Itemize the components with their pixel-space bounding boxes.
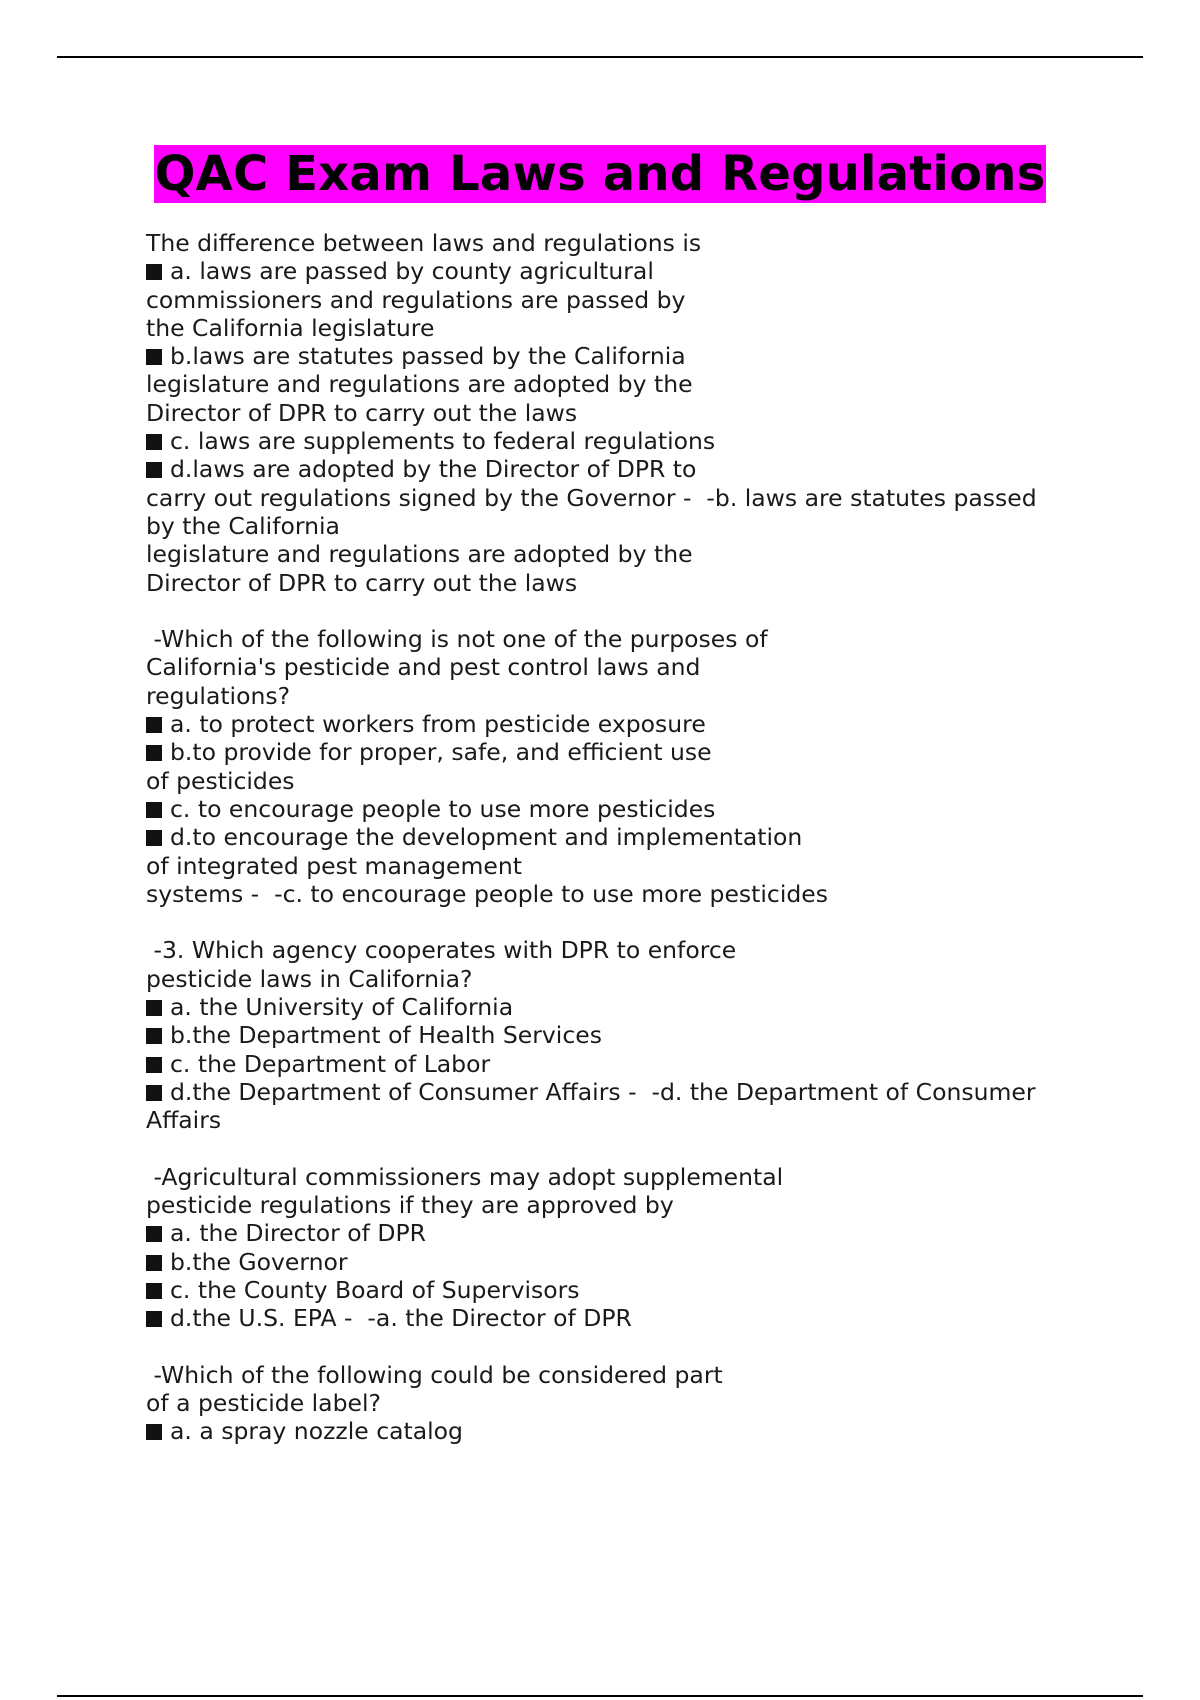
line-text: b.laws are statutes passed by the California: [170, 342, 686, 371]
question-block: [146, 229, 1146, 597]
line-text: commissioners and regulations are passed by: [146, 285, 686, 314]
line-text: -Agricultural commissioners may adopt supplemental: [146, 1162, 784, 1191]
question-text-line: [146, 936, 1146, 964]
question-text-line: [146, 1361, 1146, 1389]
question-text-line: [146, 512, 1146, 540]
line-text: c. laws are supplements to federal regulations: [170, 427, 716, 456]
question-text-line: [146, 682, 1146, 710]
question-block: [146, 1361, 1146, 1446]
answer-option: [146, 993, 1146, 1021]
answer-option: [146, 257, 1146, 285]
question-text-line: [146, 399, 1146, 427]
line-text: d.the U.S. EPA - -a. the Director of DPR: [170, 1304, 632, 1333]
line-text: b.the Department of Health Services: [170, 1021, 602, 1050]
line-text: -Which of the following could be considered part: [146, 1360, 723, 1389]
line-text: d.laws are adopted by the Director of DPR to: [170, 455, 697, 484]
line-text: Director of DPR to carry out the laws: [146, 568, 578, 597]
question-block: [146, 936, 1146, 1134]
line-text: a. to protect workers from pesticide exposure: [170, 710, 706, 739]
question-text-line: [146, 1106, 1146, 1134]
answer-option: [146, 738, 1146, 766]
question-text-line: [146, 540, 1146, 568]
question-text-line: [146, 965, 1146, 993]
square-bullet-icon: [146, 1028, 162, 1044]
line-text: a. the University of California: [170, 993, 514, 1022]
question-text-line: [146, 625, 1146, 653]
question-text-line: [146, 286, 1146, 314]
answer-option: [146, 1248, 1146, 1276]
question-text-line: [146, 767, 1146, 795]
line-text: systems - -c. to encourage people to use more pesticides: [146, 879, 828, 908]
answer-option: [146, 427, 1146, 455]
question-text-line: [146, 484, 1146, 512]
answer-option: [146, 823, 1146, 851]
square-bullet-icon: [146, 462, 162, 478]
line-text: c. to encourage people to use more pesticides: [170, 794, 716, 823]
line-text: Affairs: [146, 1106, 222, 1135]
square-bullet-icon: [146, 1311, 162, 1327]
line-text: a. laws are passed by county agricultural: [170, 257, 654, 286]
line-text: regulations?: [146, 681, 291, 710]
bottom-rule: [57, 1695, 1143, 1697]
answer-option: [146, 1078, 1146, 1106]
question-text-line: [146, 1389, 1146, 1417]
question-text-line: [146, 370, 1146, 398]
question-block: [146, 625, 1146, 908]
question-text-line: [146, 880, 1146, 908]
question-text-line: [146, 229, 1146, 257]
square-bullet-icon: [146, 1000, 162, 1016]
line-text: legislature and regulations are adopted by the: [146, 370, 693, 399]
question-text-line: [146, 1191, 1146, 1219]
line-text: the California legislature: [146, 313, 435, 342]
line-text: d.the Department of Consumer Affairs - -d. the Department of Consumer: [170, 1077, 1036, 1106]
line-text: -3. Which agency cooperates with DPR to enforce: [146, 936, 737, 965]
line-text: b.to provide for proper, safe, and efficient use: [170, 738, 712, 767]
answer-option: [146, 342, 1146, 370]
line-text: d.to encourage the development and implementation: [170, 823, 803, 852]
line-text: a. a spray nozzle catalog: [170, 1417, 463, 1446]
answer-option: [146, 455, 1146, 483]
square-bullet-icon: [146, 1085, 162, 1101]
square-bullet-icon: [146, 717, 162, 733]
line-text: legislature and regulations are adopted by the: [146, 540, 693, 569]
answer-option: [146, 1304, 1146, 1332]
line-text: Director of DPR to carry out the laws: [146, 398, 578, 427]
line-text: pesticide regulations if they are approved by: [146, 1191, 674, 1220]
answer-option: [146, 1276, 1146, 1304]
answer-option: [146, 1219, 1146, 1247]
line-text: pesticide laws in California?: [146, 964, 473, 993]
line-text: c. the County Board of Supervisors: [170, 1275, 580, 1304]
square-bullet-icon: [146, 264, 162, 280]
square-bullet-icon: [146, 1226, 162, 1242]
square-bullet-icon: [146, 434, 162, 450]
answer-option: [146, 710, 1146, 738]
page-title: QAC Exam Laws and Regulations: [154, 146, 1046, 202]
line-text: a. the Director of DPR: [170, 1219, 426, 1248]
line-text: carry out regulations signed by the Governor - -b. laws are statutes passed: [146, 483, 1037, 512]
top-rule: [57, 56, 1143, 58]
question-text-line: [146, 653, 1146, 681]
square-bullet-icon: [146, 1424, 162, 1440]
line-text: The difference between laws and regulations is: [146, 229, 702, 257]
line-text: California's pesticide and pest control laws and: [146, 653, 701, 682]
title-wrap: [0, 145, 1200, 203]
question-text-line: [146, 314, 1146, 342]
square-bullet-icon: [146, 1255, 162, 1271]
answer-option: [146, 1021, 1146, 1049]
line-text: by the California: [146, 511, 340, 540]
square-bullet-icon: [146, 1057, 162, 1073]
line-text: of a pesticide label?: [146, 1389, 381, 1418]
question-list: [146, 229, 1146, 1474]
square-bullet-icon: [146, 1283, 162, 1299]
line-text: c. the Department of Labor: [170, 1049, 491, 1078]
question-text-line: [146, 569, 1146, 597]
line-text: b.the Governor: [170, 1247, 348, 1276]
answer-option: [146, 1417, 1146, 1445]
question-text-line: [146, 1163, 1146, 1191]
square-bullet-icon: [146, 802, 162, 818]
square-bullet-icon: [146, 349, 162, 365]
square-bullet-icon: [146, 745, 162, 761]
question-text-line: [146, 852, 1146, 880]
answer-option: [146, 1050, 1146, 1078]
question-block: [146, 1163, 1146, 1333]
answer-option: [146, 795, 1146, 823]
line-text: of integrated pest management: [146, 851, 522, 880]
line-text: of pesticides: [146, 766, 295, 795]
square-bullet-icon: [146, 830, 162, 846]
line-text: -Which of the following is not one of the purposes of: [146, 625, 768, 654]
